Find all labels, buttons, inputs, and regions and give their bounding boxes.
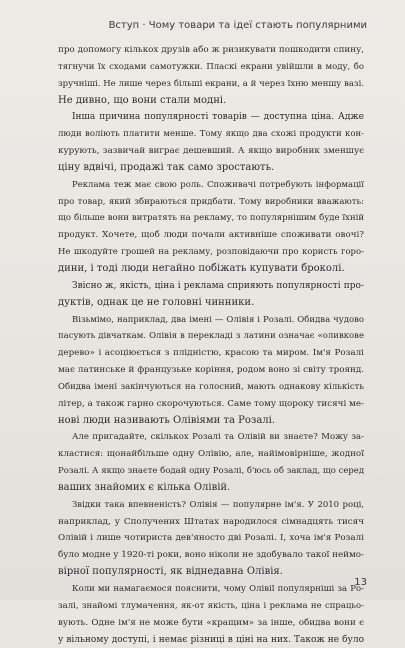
text-line: Не шкодуйте грошей на рекламу, розповідаючи про користь горо- <box>58 247 364 258</box>
text-line: було модне у 1920-ті роки, воно ніколи не здобувало такої неймо- <box>58 550 364 561</box>
text-line: має латинське й французьке коріння, родом воно зі світу троянд. <box>58 365 364 376</box>
text-line: Обидва імені закінчуються на голосний, мають однакову кількість <box>58 381 364 392</box>
text-line: тягнучи їх сходами самотужки. Пласкі екрани увійшли в моду, бо <box>58 61 364 72</box>
text-line: люди воліють платити менше. Тому якщо два схожі продукти кон- <box>58 129 364 140</box>
text-line: дуктів, однак це не головні чинники. <box>58 296 255 308</box>
text-line: ціну вдвічі, продажі так само зростають. <box>58 161 275 173</box>
text-line: ваших знайомих є кілька Олівій. <box>58 481 231 493</box>
text-line: про допомогу кількох друзів або ж ризикувати пошкодити спину, <box>58 45 364 55</box>
text-line: що більше вони витратять на рекламу, то популярнішим буде їхній <box>58 213 364 224</box>
page-number: 13 <box>354 577 367 588</box>
text-line: Інша причина популярності товарів — доступна ціна. Адже <box>72 112 364 123</box>
text-line: Олівій і лише чотириста дев'яносто дві Розалі. І, хоча ім'я Розалі <box>58 533 364 544</box>
text-line: Візьмімо, наприклад, два імені — Олівія і Розалі. Обидва чудово <box>72 314 364 325</box>
text-line: Звідки така впевненість? Олівія — популярне ім'я. У 2010 році, <box>72 499 364 510</box>
text-line: Реклама теж має свою роль. Споживачі потребують інформації <box>72 179 364 190</box>
text-line: кластися: щонайбільше одну Олівію, але, найімовірніше, жодної <box>58 449 364 460</box>
body-text <box>58 42 364 648</box>
text-line: нові люди називають Олівіями та Розалі. <box>58 414 276 426</box>
text-line: курують, зазвичай виграє дешевший. А якщо виробник зменшує <box>58 146 364 157</box>
text-line: у вільному доступі, і немає різниці в ціні на них. Також не було <box>58 634 364 645</box>
text-line: продукт. Хочете, щоб люди почали активніше споживати овочі? <box>58 230 364 241</box>
text-line: Але пригадайте, скількох Розалі та Олівій ви знаєте? Можу за- <box>72 432 364 443</box>
text-line: дини, і тоді люди негайно побіжать купувати броколі. <box>58 262 345 274</box>
text-line: про товар, який збираються придбати. Тому виробники вважають: <box>58 196 364 207</box>
text-line: пасують дівчаткам. Олівія в перекладі з латини означає «оливкове <box>58 331 364 342</box>
text-line: дерево» і асоціюється з плідністю, красою та миром. Ім'я Розалі <box>58 348 364 359</box>
text-line: літер, а також гарно скорочуються. Саме тому щороку тисячі ме- <box>58 398 364 409</box>
text-line: Звісно ж, якість, ціна і реклама сприяють популярності про- <box>72 280 364 291</box>
text-line: наприклад, у Сполучених Штатах народилося сімнадцять тисяч <box>58 516 364 527</box>
text-line: вують. Одне ім'я не може бути «кращим» за інше, обидва вони є <box>58 617 364 628</box>
text-line: Не дивно, що вони стали модні. <box>58 94 227 106</box>
text-line: зручніші. Не лише через більші екрани, а й через їхню меншу вазі. <box>58 78 364 89</box>
text-line: Коли ми намагаємося пояснити, чому Олівії популярніші за Ро- <box>72 584 364 594</box>
text-line: вірної популярності, як віднедавна Олівія. <box>58 566 283 578</box>
running-head: Вступ · Чому товари та ідеї стають популярними <box>108 20 367 31</box>
text-line: Розалі. А якщо знаєте бодай одну Розалі, б'юсь об заклад, що серед <box>58 466 364 477</box>
text-line: залі, знайомі тлумачення, як-от якість, ціна і реклама не спрацьо- <box>58 600 364 611</box>
